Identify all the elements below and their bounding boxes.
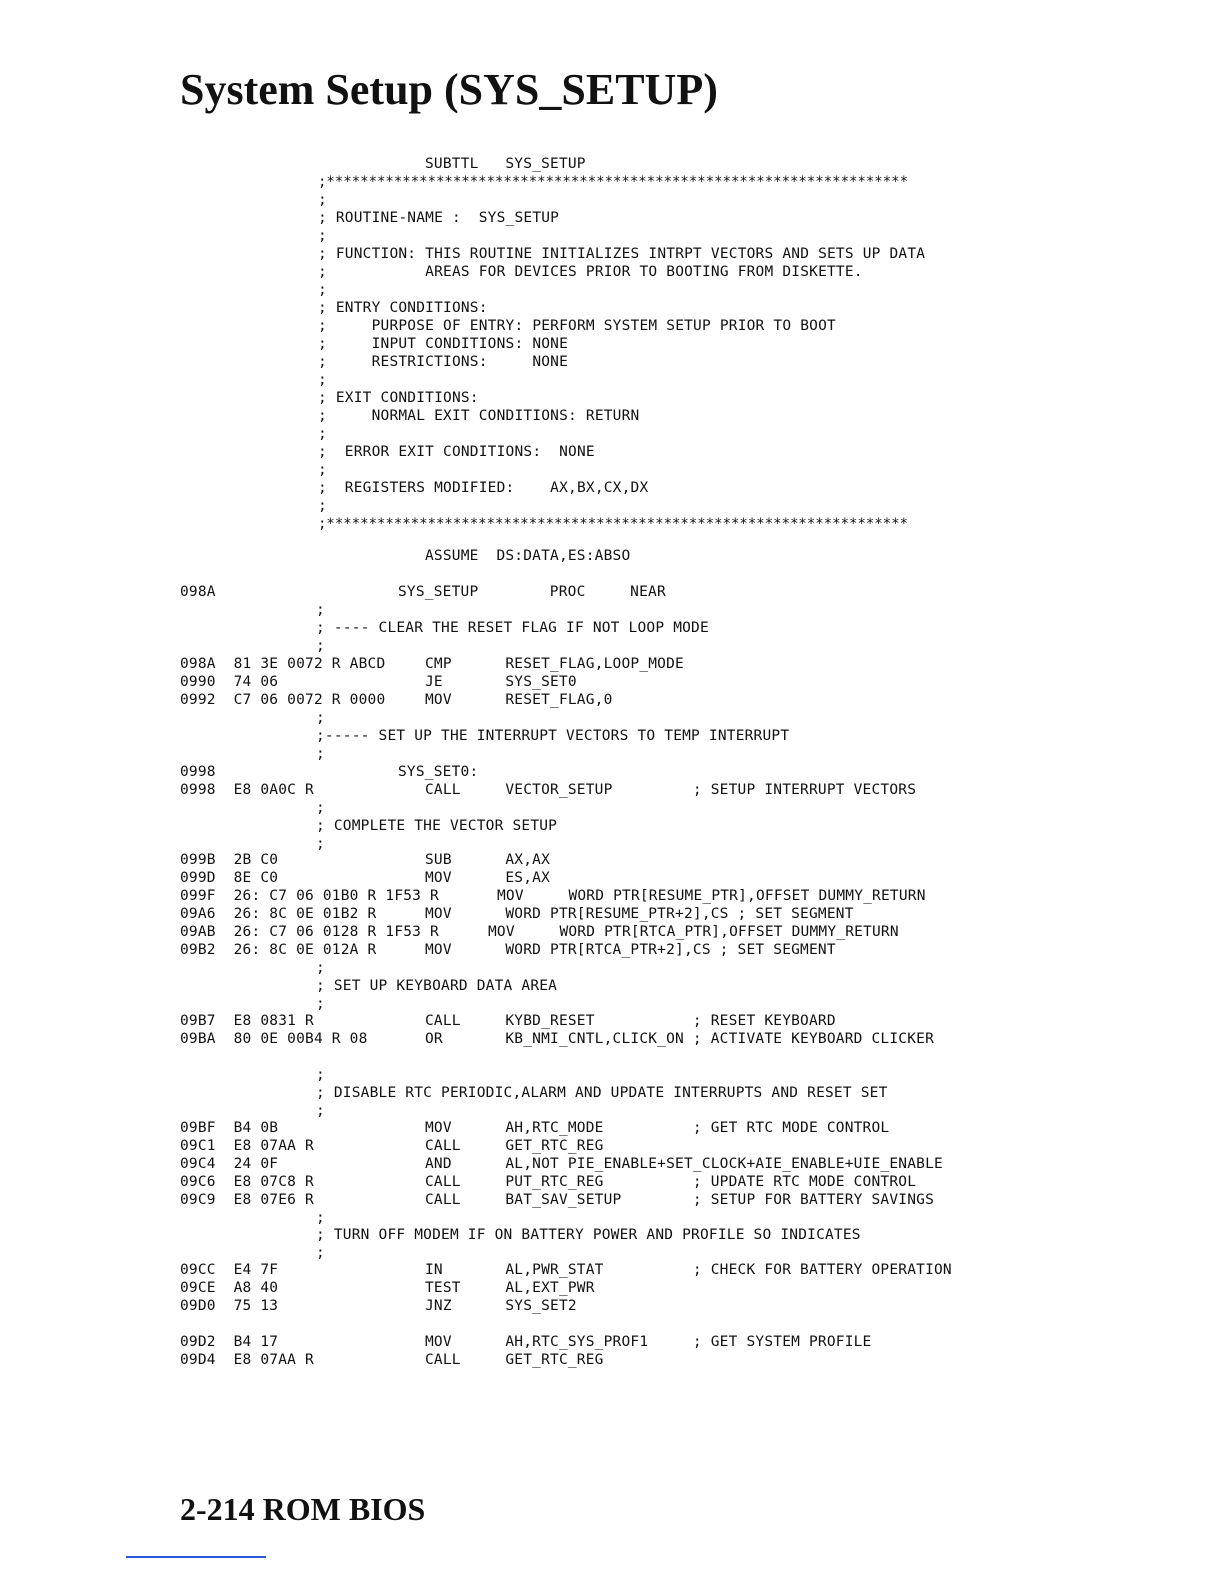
code-line: JNZ SYS_SET2 (425, 1298, 577, 1314)
header-comment-line: ; (318, 426, 327, 442)
code-line: ; (316, 638, 325, 654)
code-line: MOV ES,AX (425, 870, 551, 886)
code-line: 09AB 26: C7 06 0128 R 1F53 R (180, 924, 439, 940)
code-line: MOV RESET_FLAG,0 (425, 692, 613, 708)
header-comment-line: ; (318, 372, 327, 388)
code-line: 099F 26: C7 06 01B0 R 1F53 R (180, 888, 439, 904)
code-line: 09B7 E8 0831 R (180, 1013, 314, 1029)
code-line: 09D4 E8 07AA R (180, 1352, 314, 1368)
code-line: CALL KYBD_RESET ; RESET KEYBOARD (425, 1013, 836, 1029)
header-comment-line: ; (318, 498, 327, 514)
header-comment-line: ;********************************************************************* (318, 174, 909, 190)
code-line: 0992 C7 06 0072 R 0000 (180, 692, 386, 708)
header-comment-line: ; ENTRY CONDITIONS: (318, 300, 488, 316)
code-line: SYS_SET0: (398, 764, 479, 780)
code-line: 09D0 75 13 (180, 1298, 279, 1314)
code-line: MOV AH,RTC_MODE ; GET RTC MODE CONTROL (425, 1120, 890, 1136)
header-comment-line: ; RESTRICTIONS: NONE (318, 354, 569, 370)
header-comment-line: ; (318, 192, 327, 208)
code-line: MOV WORD PTR[RTCA_PTR],OFFSET DUMMY_RETURN (488, 924, 899, 940)
header-comment-line: ; REGISTERS MODIFIED: AX,BX,CX,DX (318, 480, 649, 496)
code-line: ; (316, 1067, 325, 1083)
code-line: ; TURN OFF MODEM IF ON BATTERY POWER AND PROFILE SO INDICATES (316, 1227, 861, 1243)
code-line: SYS_SETUP PROC NEAR (398, 584, 666, 600)
code-line: ; (316, 800, 325, 816)
code-line: ; (316, 746, 325, 762)
code-line: CALL GET_RTC_REG (425, 1352, 604, 1368)
header-comment-line: ; EXIT CONDITIONS: (318, 390, 479, 406)
code-line: 09B2 26: 8C 0E 012A R (180, 942, 377, 958)
header-comment-line: ; FUNCTION: THIS ROUTINE INITIALIZES INTRPT VECTORS AND SETS UP DATA (318, 246, 926, 262)
code-line: AND AL,NOT PIE_ENABLE+SET_CLOCK+AIE_ENABLE+UIE_ENABLE (425, 1156, 943, 1172)
code-line: 0998 E8 0A0C R (180, 782, 314, 798)
code-line: ; DISABLE RTC PERIODIC,ALARM AND UPDATE INTERRUPTS AND RESET SET (316, 1085, 888, 1101)
code-line: 09C1 E8 07AA R (180, 1138, 314, 1154)
code-line: 09CE A8 40 (180, 1280, 279, 1296)
header-comment-line: ; (318, 462, 327, 478)
code-line: ; (316, 960, 325, 976)
header-comment-line: ; NORMAL EXIT CONDITIONS: RETURN (318, 408, 640, 424)
code-line: CMP RESET_FLAG,LOOP_MODE (425, 656, 684, 672)
code-line: MOV WORD PTR[RESUME_PTR],OFFSET DUMMY_RETURN (497, 888, 926, 904)
code-line: JE SYS_SET0 (425, 674, 577, 690)
code-line: CALL PUT_RTC_REG ; UPDATE RTC MODE CONTROL (425, 1174, 917, 1190)
header-comment-line: ; PURPOSE OF ENTRY: PERFORM SYSTEM SETUP PRIOR TO BOOT (318, 318, 836, 334)
code-line: ; (316, 1210, 325, 1226)
code-line: ; ---- CLEAR THE RESET FLAG IF NOT LOOP MODE (316, 620, 709, 636)
code-line: 09D2 B4 17 (180, 1334, 279, 1350)
code-line: ; COMPLETE THE VECTOR SETUP (316, 818, 558, 834)
code-line: ;----- SET UP THE INTERRUPT VECTORS TO TEMP INTERRUPT (316, 728, 790, 744)
code-line: IN AL,PWR_STAT ; CHECK FOR BATTERY OPERATION (425, 1262, 952, 1278)
code-line: 098A 81 3E 0072 R ABCD (180, 656, 386, 672)
header-comment-line: ; ERROR EXIT CONDITIONS: NONE (318, 444, 595, 460)
code-line: 09C9 E8 07E6 R (180, 1192, 314, 1208)
code-line: ; (316, 602, 325, 618)
code-line: 0998 (180, 764, 216, 780)
code-line: ; (316, 1103, 325, 1119)
code-line: 099B 2B C0 (180, 852, 279, 868)
code-line: ; (316, 1245, 325, 1261)
header-comment-line: ; INPUT CONDITIONS: NONE (318, 336, 569, 352)
footer-rule (126, 1556, 266, 1558)
header-comment-line: ; AREAS FOR DEVICES PRIOR TO BOOTING FROM DISKETTE. (318, 264, 863, 280)
code-line: CALL VECTOR_SETUP ; SETUP INTERRUPT VECTORS (425, 782, 917, 798)
header-comment-line: ; ROUTINE-NAME : SYS_SETUP (318, 210, 560, 226)
page-footer: 2-214 ROM BIOS (180, 1491, 426, 1527)
header-comment-line: ;********************************************************************* (318, 516, 909, 532)
code-line: 09BA 80 0E 00B4 R 08 (180, 1031, 368, 1047)
code-line: TEST AL,EXT_PWR (425, 1280, 595, 1296)
page-title: System Setup (SYS_SETUP) (180, 65, 718, 114)
code-line: MOV AH,RTC_SYS_PROF1 ; GET SYSTEM PROFILE (425, 1334, 872, 1350)
code-line: 099D 8E C0 (180, 870, 279, 886)
code-line: CALL BAT_SAV_SETUP ; SETUP FOR BATTERY SAVINGS (425, 1192, 934, 1208)
code-line: 09BF B4 0B (180, 1120, 279, 1136)
code-line: MOV WORD PTR[RESUME_PTR+2],CS ; SET SEGMENT (425, 906, 854, 922)
header-comment-line: ; (318, 228, 327, 244)
code-line: CALL GET_RTC_REG (425, 1138, 604, 1154)
code-line: ; (316, 996, 325, 1012)
header-comment-line: ; (318, 282, 327, 298)
code-line: 0990 74 06 (180, 674, 279, 690)
code-line: ; (316, 710, 325, 726)
code-line: ; SET UP KEYBOARD DATA AREA (316, 978, 558, 994)
code-line: ASSUME DS:DATA,ES:ABSO (425, 548, 631, 564)
code-line: SUB AX,AX (425, 852, 551, 868)
code-line: 09C6 E8 07C8 R (180, 1174, 314, 1190)
code-line: ; (316, 836, 325, 852)
code-line: OR KB_NMI_CNTL,CLICK_ON ; ACTIVATE KEYBOARD CLICKER (425, 1031, 934, 1047)
code-line: 09CC E4 7F (180, 1262, 279, 1278)
code-line: 09A6 26: 8C 0E 01B2 R (180, 906, 377, 922)
code-line: MOV WORD PTR[RTCA_PTR+2],CS ; SET SEGMENT (425, 942, 836, 958)
code-line: 09C4 24 0F (180, 1156, 279, 1172)
code-line: 098A (180, 584, 216, 600)
header-comment-line: SUBTTL SYS_SETUP (425, 156, 586, 172)
